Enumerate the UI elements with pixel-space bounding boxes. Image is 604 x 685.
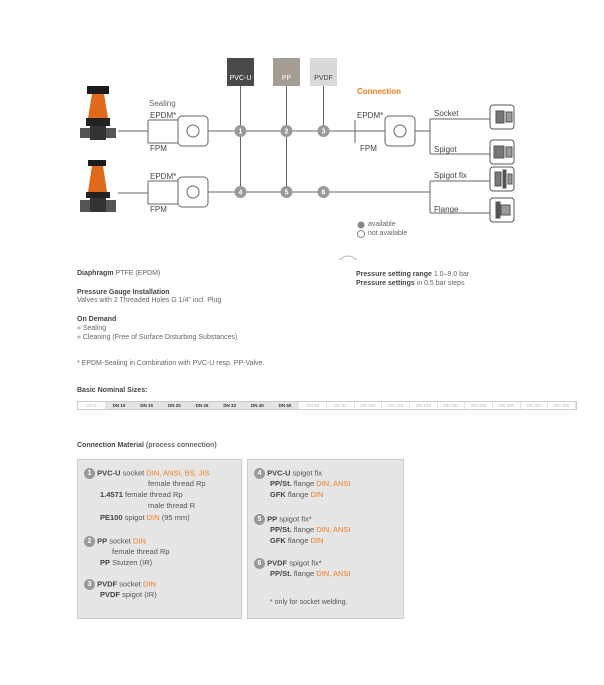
nominal-size-dn-40: DN 40 — [244, 402, 272, 409]
nominal-size-dn-65: DN 65 — [299, 402, 327, 409]
gauge-title: Pressure Gauge Installation — [77, 289, 170, 296]
nominal-size-dn-150: DN 150 — [410, 402, 438, 409]
available-dot — [358, 222, 365, 229]
fpm-label-1: FPM — [150, 144, 167, 153]
nominal-size-dn-25: DN 25 — [189, 402, 217, 409]
nominal-size-dn-125: DN 125 — [382, 402, 410, 409]
nominal-size-dn-15: DN 15 — [133, 402, 161, 409]
output-spigot: Spigot — [434, 145, 457, 154]
nominal-size-dn-350: DN 350 — [521, 402, 549, 409]
connection-material-title: Connection Material (process connection) — [77, 442, 217, 449]
material-box-pp[interactable] — [273, 58, 300, 86]
nominal-size-dn-200: DN 200 — [438, 402, 466, 409]
nominal-size-dn-400: DN 400 — [548, 402, 576, 409]
epdm-label-1: EPDM* — [150, 111, 177, 120]
nominal-size-dn-20: DN 20 — [161, 402, 189, 409]
material-box-pvcu[interactable] — [227, 58, 254, 86]
nominal-size-dn-8: DN 8 — [78, 402, 106, 409]
connection-box-left: 1 PVC-U socket DIN, ANSI, BS, JIS female thread Rp 1.4571 female thread Rp male thread R PE100 spigot DIN (95 mm) 2 PP socket DIN female thread Rp PP Stutzen (IR) 3 PVDF socket DIN PVDF spigot (IR) — [77, 459, 242, 619]
material-box-pvdf[interactable] — [310, 58, 337, 86]
selection-diagram — [0, 0, 604, 260]
nominal-size-dn-250: DN 250 — [465, 402, 493, 409]
legend-not-available: not available — [368, 230, 408, 237]
sealing-label: Sealing — [149, 99, 176, 108]
pressure-range: Pressure setting range 1.0–9.0 bar — [356, 271, 470, 278]
output-spigot-fix: Spigot fix — [434, 171, 467, 180]
svg-text:PVC-U: PVC-U — [229, 75, 252, 82]
nominal-size-dn-50: DN 50 — [272, 402, 300, 409]
output-flange: Flange — [434, 205, 459, 214]
diaphragm-line: Diaphragm PTFE (EPDM) — [77, 270, 161, 277]
not-available-dot — [358, 231, 365, 238]
nominal-title: Basic Nominal Sizes: — [77, 387, 148, 394]
output-socket: Socket — [434, 109, 459, 118]
footnote: * EPDM-Sealing in Combination with PVC-U resp. PP-Valve. — [77, 360, 265, 367]
svg-text:PVDF: PVDF — [314, 75, 333, 82]
node-markers — [235, 125, 330, 198]
fpm-label-2: FPM — [150, 205, 167, 214]
svg-text:6: 6 — [321, 189, 326, 197]
connection-box-right: 4 PVC-U spigot fix PP/St. flange DIN, ANSI GFK flange DIN 5 PP spigot fix* PP/St. flange DIN, ANSI GFK flange DIN 6 PVDF spigot fix* PP/St. flange DIN, ANSI * only for socket welding. — [247, 459, 404, 619]
nominal-size-dn-80: DN 80 — [327, 402, 355, 409]
connection-icons — [490, 105, 514, 222]
epdm-label-2: EPDM* — [150, 172, 177, 181]
nominal-size-bar — [77, 401, 577, 410]
nominal-size-dn-10: DN 10 — [106, 402, 134, 409]
pressure-steps: Pressure settings in 0.5 bar steps — [356, 280, 465, 287]
svg-text:5: 5 — [284, 189, 289, 197]
svg-text:4: 4 — [238, 189, 243, 197]
svg-text:1: 1 — [238, 128, 243, 136]
svg-text:3: 3 — [321, 128, 326, 136]
gauge-icon — [337, 256, 359, 260]
gauge-text: Valves with 2 Threaded Holes G 1/4" incl. Plug — [77, 297, 222, 304]
demand-item-2: » Cleaning (Free of Surface Disturbing Substances) — [77, 334, 238, 341]
epdm-label-3: EPDM* — [357, 111, 384, 120]
nominal-size-dn-300: DN 300 — [493, 402, 521, 409]
fpm-label-3: FPM — [360, 144, 377, 153]
valve-image-bottom — [80, 160, 116, 212]
nominal-size-dn-32: DN 32 — [216, 402, 244, 409]
connection-title: Connection — [357, 87, 401, 96]
demand-title: On Demand — [77, 316, 117, 323]
demand-item-1: » Sealing — [77, 325, 107, 332]
svg-text:2: 2 — [284, 128, 289, 136]
legend-available: available — [368, 221, 396, 228]
nominal-size-dn-100: DN 100 — [355, 402, 383, 409]
svg-text:PP: PP — [281, 75, 292, 82]
valve-image-top — [80, 86, 116, 140]
